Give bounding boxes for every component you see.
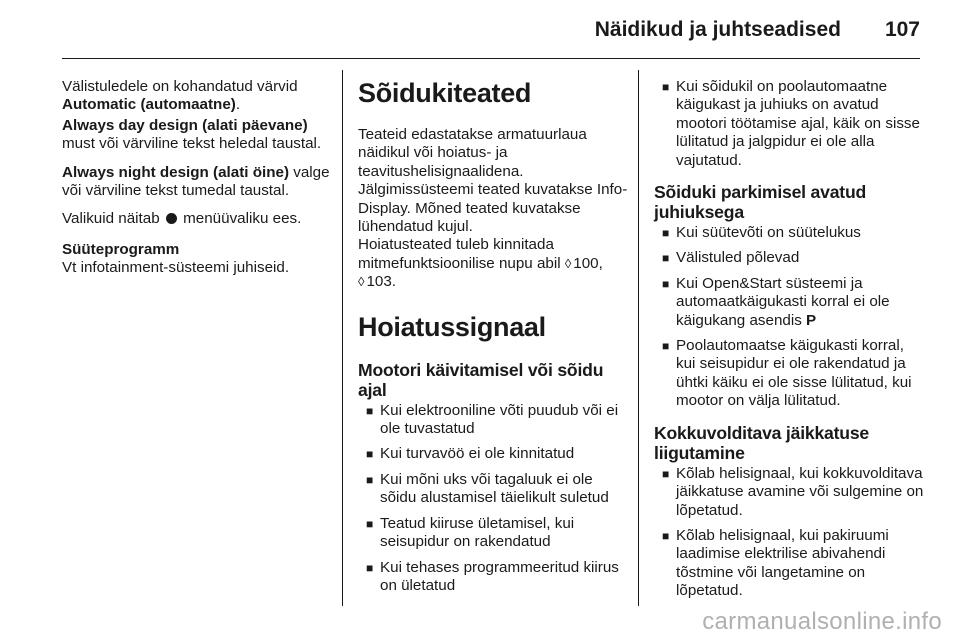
- page-header: [595, 18, 920, 48]
- text: Hoiatusteated tuleb kinnitada mitmefunktsioonilise nupu abil: [358, 236, 561, 272]
- bullet-list: [654, 78, 926, 170]
- list-item: ■ Välistuled põlevad: [654, 249, 926, 267]
- text: .: [235, 96, 241, 114]
- subsection-title: Sõiduki parkimisel avatud juhiuksega: [654, 182, 867, 223]
- header-title: Näidikud ja juhtseadised: [594, 18, 841, 41]
- text: must või värviline tekst heledal taustal.: [62, 135, 322, 153]
- list-item: ■ Kõlab helisignaal, kui kokkuvolditava jäikkatuse avamine või sulgemine on lõpetatud.: [654, 465, 926, 520]
- column-divider-2: [638, 70, 639, 606]
- list-item: ■ Kui turvavöö ei ole kinnitatud: [358, 445, 628, 463]
- section-title: Hoiatussignaal: [358, 311, 546, 342]
- text: valge või värviline tekst tumedal taustal.: [62, 163, 330, 200]
- text: Valikuid näitab: [62, 210, 160, 228]
- list-item: ■ Kui elektrooniline võti puudub või ei ole tuvastatud: [358, 402, 628, 439]
- paragraph: Vt infotainment-süsteemi juhiseid.: [62, 259, 290, 277]
- text: Teateid edastatakse armatuurlaua näidikul või hoiatus- ja teavitushelisignaalidena.: [358, 126, 587, 180]
- subsection-title: Kokkuvolditava jäikkatuse liigutamine: [654, 422, 870, 463]
- paragraph: [62, 210, 330, 228]
- page-reference: 100,: [573, 254, 603, 272]
- list-item: [654, 275, 926, 330]
- header-rule: [62, 58, 920, 59]
- selection-dot-icon: [166, 213, 177, 224]
- text: Välistuledele on kohandatud värvid: [62, 78, 298, 95]
- column-1: [62, 78, 330, 288]
- text: Kui Open&Start süsteemi ja automaatkäigukasti korral ei ole käigukang asendis: [676, 274, 890, 329]
- gear-position: P: [806, 311, 817, 329]
- list-item: ■ Teatud kiiruse ületamisel, kui seisupidur on rakendatud: [358, 515, 628, 552]
- watermark: carmanualsonline.info: [702, 608, 942, 635]
- reference-icon: ◊: [358, 274, 365, 290]
- text: menüüvaliku ees.: [183, 210, 302, 228]
- list-item: ■ Kui süütevõti on süütelukus: [654, 224, 926, 242]
- column-2: [358, 78, 628, 602]
- reference-icon: ◊: [564, 255, 572, 271]
- paragraph: [62, 78, 330, 115]
- list-item: ■ Poolautomaatse käigukasti korral, kui seisupidur ei ole rakendatud ja ühtki käiku ei ole sisse lülitatud, kui mootor on välja lülitatud.: [654, 337, 926, 411]
- section-heading: Süüteprogramm: [62, 240, 180, 258]
- option-day-design: Always day design (alati päevane): [62, 116, 308, 134]
- list-item: ■ Kui tehases programmeeritud kiirus on ületatud: [358, 559, 628, 596]
- text: Jälgimissüsteemi teated kuvatakse Info-Display. Mõned teated kuvatakse lühendatud kujul.: [358, 181, 628, 236]
- paragraph: [62, 164, 330, 201]
- subsection-title: Mootori käivitamisel või sõidu ajal: [358, 359, 604, 400]
- column-3: [654, 78, 926, 608]
- bullet-list: [654, 465, 926, 601]
- bullet-list: [358, 402, 628, 596]
- list-item: ■ Kui mõni uks või tagaluuk ei ole sõidu alustamisel täielikult suletud: [358, 471, 628, 508]
- paragraph: [62, 117, 330, 154]
- column-divider-1: [342, 70, 343, 606]
- page-number: 107: [884, 18, 920, 41]
- list-item: ■ Kui sõidukil on poolautomaatne käigukast ja juhiuks on avatud mootori töötamise ajal, käik on sisse lülitatud ja jalgpidur ei ole alla vajutatud.: [654, 78, 926, 170]
- list-item: ■ Kõlab helisignaal, kui pakiruumi laadimise elektrilise abivahendi tõstmine või langetamine on lõpetatud.: [654, 527, 926, 601]
- paragraph: [358, 126, 628, 292]
- page-reference: 103.: [366, 273, 396, 291]
- bullet-list: [654, 224, 926, 411]
- option-automatic: Automatic (automaatne): [62, 96, 236, 114]
- option-night-design: Always night design (alati öine): [62, 163, 289, 181]
- section-title: Sõidukiteated: [358, 78, 532, 108]
